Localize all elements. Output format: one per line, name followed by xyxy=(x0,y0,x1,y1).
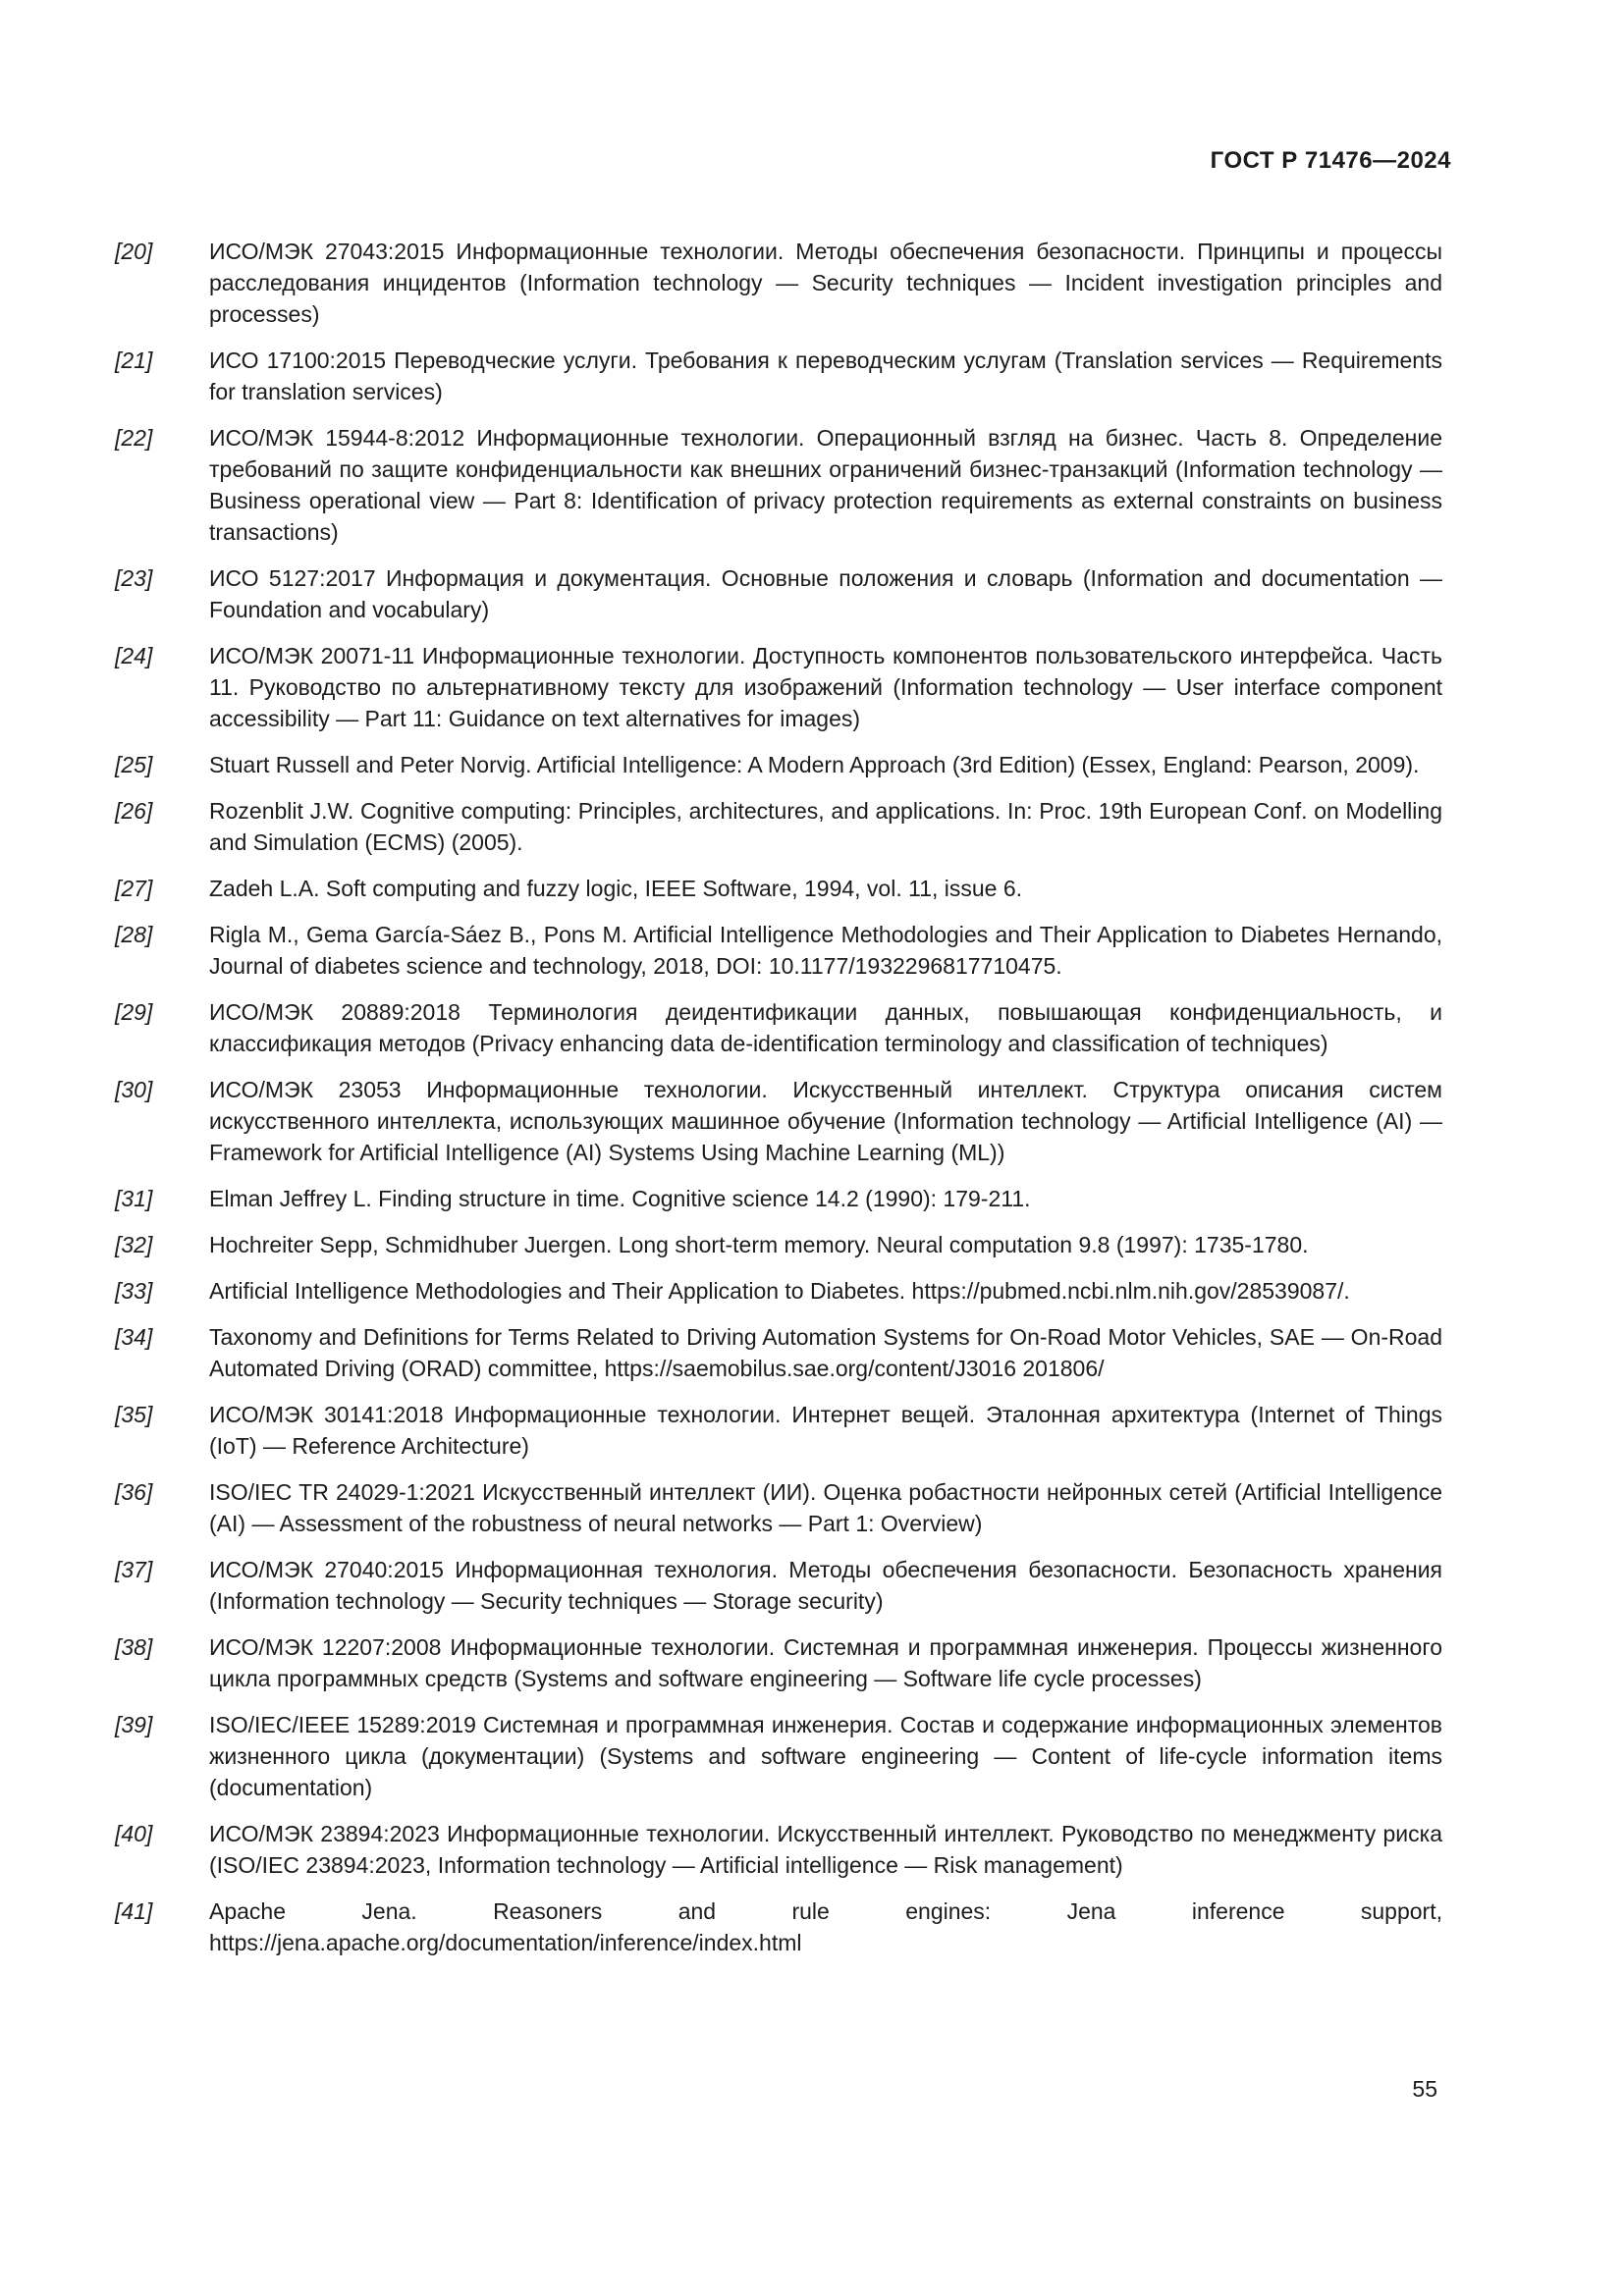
reference-label: [35] xyxy=(115,1402,153,1427)
reference-label: [37] xyxy=(115,1557,153,1582)
reference-label: [32] xyxy=(115,1232,153,1257)
reference-text: ИСО 5127:2017 Информация и документация. Основные положения и словарь (Information and documentation — Foundation and vocabulary) xyxy=(209,565,1442,622)
reference-text: Apache Jena. Reasoners and rule engines: Jena inference support, https://jena.apache.org/documentation/inference/index.html xyxy=(209,1898,1442,1955)
reference-text: ИСО/МЭК 20071-11 Информационные технологии. Доступность компонентов пользовательского интерфейса. Часть 11. Руководство по альтернативному тексту для изображений (Information technology — User interface component accessibility — Part 11: Guidance on text alternatives for images) xyxy=(209,643,1442,731)
reference-entry xyxy=(115,236,1442,330)
reference-label: [22] xyxy=(115,425,153,451)
reference-label: [39] xyxy=(115,1712,153,1737)
reference-label: [36] xyxy=(115,1479,153,1505)
reference-entry xyxy=(115,640,1442,734)
reference-text: ИСО/МЭК 23894:2023 Информационные технологии. Искусственный интеллект. Руководство по менеджменту риска (ISO/IEC 23894:2023, Information technology — Artificial intelligence — Risk management) xyxy=(209,1821,1442,1878)
reference-entry xyxy=(115,1229,1442,1260)
reference-entry xyxy=(115,1275,1442,1307)
reference-label: [21] xyxy=(115,347,153,373)
reference-entry xyxy=(115,795,1442,858)
reference-text: ИСО/МЭК 15944-8:2012 Информационные технологии. Операционный взгляд на бизнес. Часть 8. Определение требований по защите конфиденциальности как внешних ограничений бизнес-транзакций (Information technology — Business operational view — Part 8: Identification of privacy protection requirements as external constraints on business transactions) xyxy=(209,425,1442,545)
reference-label: [41] xyxy=(115,1898,153,1924)
reference-label: [33] xyxy=(115,1278,153,1304)
reference-entry xyxy=(115,1709,1442,1803)
reference-entry xyxy=(115,345,1442,407)
reference-label: [40] xyxy=(115,1821,153,1846)
standard-number: ГОСТ Р 71476—2024 xyxy=(1210,147,1451,174)
reference-entry xyxy=(115,996,1442,1059)
reference-text: Elman Jeffrey L. Finding structure in time. Cognitive science 14.2 (1990): 179-211. xyxy=(209,1186,1031,1211)
page-header xyxy=(115,147,1451,175)
reference-text: ИСО 17100:2015 Переводческие услуги. Требования к переводческим услугам (Translation services — Requirements for translation services) xyxy=(209,347,1442,404)
reference-text: Hochreiter Sepp, Schmidhuber Juergen. Long short-term memory. Neural computation 9.8 (1997): 1735-1780. xyxy=(209,1232,1309,1257)
reference-label: [31] xyxy=(115,1186,153,1211)
reference-entry xyxy=(115,873,1442,904)
reference-label: [29] xyxy=(115,999,153,1025)
reference-entry xyxy=(115,1183,1442,1214)
reference-label: [24] xyxy=(115,643,153,668)
reference-entry xyxy=(115,1896,1442,1958)
reference-text: ИСО/МЭК 30141:2018 Информационные технологии. Интернет вещей. Эталонная архитектура (Internet of Things (IoT) — Reference Architecture) xyxy=(209,1402,1442,1459)
reference-label: [34] xyxy=(115,1324,153,1350)
reference-text: ИСО/МЭК 27043:2015 Информационные технологии. Методы обеспечения безопасности. Принципы и процессы расследования инцидентов (Information technology — Security techniques — Incident investigation principles and processes) xyxy=(209,239,1442,327)
reference-entry xyxy=(115,562,1442,625)
reference-entry xyxy=(115,1399,1442,1462)
reference-entry xyxy=(115,422,1442,548)
reference-label: [30] xyxy=(115,1077,153,1102)
reference-text: Rigla M., Gema García-Sáez B., Pons M. Artificial Intelligence Methodologies and Their Application to Diabetes Hernando, Journal of diabetes science and technology, 2018, DOI: 10.1177/1932296817710475. xyxy=(209,922,1442,979)
reference-label: [38] xyxy=(115,1634,153,1660)
reference-entry xyxy=(115,919,1442,982)
reference-text: Stuart Russell and Peter Norvig. Artificial Intelligence: A Modern Approach (3rd Edition) (Essex, England: Pearson, 2009). xyxy=(209,752,1420,777)
references-list xyxy=(115,236,1442,1973)
reference-entry xyxy=(115,1818,1442,1881)
reference-text: Taxonomy and Definitions for Terms Related to Driving Automation Systems for On-Road Motor Vehicles, SAE — On-Road Automated Driving (ORAD) committee, https://saemobilus.sae.org/content/J3016 201806/ xyxy=(209,1324,1442,1381)
page-number: 55 xyxy=(1412,2076,1437,2102)
reference-text: Rozenblit J.W. Cognitive computing: Principles, architectures, and applications. In: Proc. 19th European Conf. on Modelling and Simulation (ECMS) (2005). xyxy=(209,798,1442,855)
reference-text: Artificial Intelligence Methodologies and Their Application to Diabetes. https://pubmed.ncbi.nlm.nih.gov/28539087/. xyxy=(209,1278,1350,1304)
reference-entry xyxy=(115,749,1442,780)
reference-text: ИСО/МЭК 12207:2008 Информационные технологии. Системная и программная инженерия. Процессы жизненного цикла программных средств (Systems and software engineering — Software life cycle processes) xyxy=(209,1634,1442,1691)
reference-text: ISO/IEC/IEEE 15289:2019 Системная и программная инженерия. Состав и содержание информационных элементов жизненного цикла (документации) (Systems and software engineering — Content of life-cycle information items (documentation) xyxy=(209,1712,1442,1800)
reference-entry xyxy=(115,1476,1442,1539)
reference-label: [26] xyxy=(115,798,153,824)
reference-label: [27] xyxy=(115,876,153,901)
reference-label: [23] xyxy=(115,565,153,591)
reference-text: ИСО/МЭК 27040:2015 Информационная технология. Методы обеспечения безопасности. Безопасность хранения (Information technology — Security techniques — Storage security) xyxy=(209,1557,1442,1614)
reference-label: [28] xyxy=(115,922,153,947)
reference-label: [20] xyxy=(115,239,153,264)
reference-entry xyxy=(115,1074,1442,1168)
reference-entry xyxy=(115,1631,1442,1694)
reference-text: ИСО/МЭК 23053 Информационные технологии. Искусственный интеллект. Структура описания систем искусственного интеллекта, использующих машинное обучение (Information technology — Artificial Intelligence (AI) — Framework for Artificial Intelligence (AI) Systems Using Machine Learning (ML)) xyxy=(209,1077,1442,1165)
reference-text: ISO/IEC TR 24029-1:2021 Искусственный интеллект (ИИ). Оценка робастности нейронных сетей (Artificial Intelligence (AI) — Assessment of the robustness of neural networks — Part 1: Overview) xyxy=(209,1479,1442,1536)
reference-entry xyxy=(115,1554,1442,1617)
reference-entry xyxy=(115,1321,1442,1384)
reference-text: ИСО/МЭК 20889:2018 Терминология деидентификации данных, повышающая конфиденциальность, и классификация методов (Privacy enhancing data de-identification terminology and classification of techniques) xyxy=(209,999,1442,1056)
reference-text: Zadeh L.A. Soft computing and fuzzy logic, IEEE Software, 1994, vol. 11, issue 6. xyxy=(209,876,1023,901)
reference-label: [25] xyxy=(115,752,153,777)
